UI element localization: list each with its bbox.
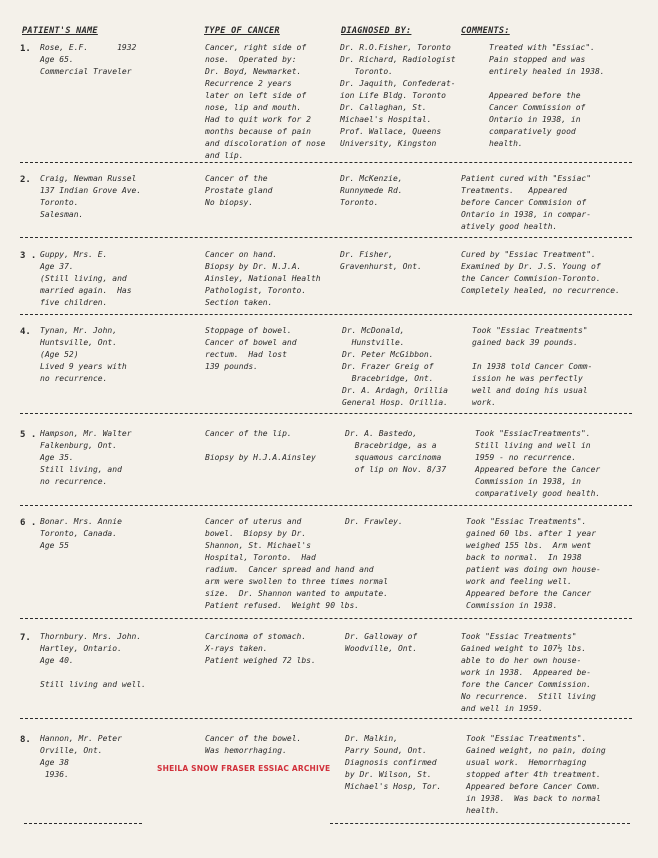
- diagnosed-by-cell: Dr. McDonald, Hunstville. Dr. Peter McGibbon. Dr. Frazer Greig of Bracebridge, Ont. Dr. A. Ardagh, Orillia General Hosp. Orillia.: [342, 326, 448, 407]
- diagnosed-by-cell: Dr. R.O.Fisher, Toronto Dr. Richard, Radiologist Toronto. Dr. Jaquith, Confederat- ion Life Bldg. Toronto Dr. Callaghan, St. Michael's Hospital. Prof. Wallace, Queens University, Kingston: [340, 43, 456, 148]
- comments-cell: Patient cured with "Essiac" Treatments. Appeared before Cancer Commision of Ontario in 1938, in compar- atively good health.: [461, 174, 592, 231]
- comments-cell: Took "Essiac Treatments". Gained weight, no pain, doing usual work. Hemorrhaging stopped after 4th treatment. Appeared before Cancer Comm. in 1938. Was back to normal health.: [466, 734, 606, 815]
- row-number: 5 .: [20, 430, 37, 440]
- diagnosed-by-cell: Dr. McKenzie, Runnymede Rd. Toronto.: [340, 174, 403, 207]
- patient-name-cell: Bonar. Mrs. Annie Toronto, Canada. Age 55: [40, 517, 122, 550]
- comments-cell: Cured by "Essiac Treatment". Examined by Dr. J.S. Young of the Cancer Commision-Toronto. Completely healed, no recurrence.: [461, 250, 620, 295]
- row-number: 4.: [20, 327, 31, 337]
- row-separator: [20, 413, 632, 414]
- patient-name-cell: Tynan, Mr. John, Huntsville, Ont. (Age 52) Lived 9 years with no recurrence.: [40, 326, 127, 383]
- patient-name-cell: Rose, E.F. 1932 Age 65. Commercial Traveler: [40, 43, 137, 76]
- comments-cell: Took "Essiac Treatments". gained 60 lbs. after 1 year weighed 155 lbs. Arm went back to normal. In 1938 patient was doing own house- work and feeling well. Appeared before the Cancer Commission in 1938.: [466, 517, 601, 610]
- cancer-type-cell: Cancer on hand. Biopsy by Dr. N.J.A. Ainsley, National Health Pathologist, Toronto. Section taken.: [205, 250, 321, 307]
- diagnosed-by-cell: Dr. Galloway of Woodville, Ont.: [345, 632, 418, 653]
- row-separator: [20, 618, 632, 619]
- row-number: 6 .: [20, 518, 37, 528]
- row-separator: [24, 823, 142, 824]
- comments-cell: Took "Essiac Treatments" Gained weight to 107½ lbs. able to do her own house- work in 1938. Appeared be- fore the Cancer Commission. No recurrence. Still living and well in 1959.: [461, 632, 596, 713]
- row-separator: [20, 314, 632, 315]
- row-number: 7.: [20, 633, 31, 643]
- row-number: 2.: [20, 175, 31, 185]
- patient-name-cell: Hannon, Mr. Peter Orville, Ont. Age 38 1936.: [40, 734, 122, 779]
- header-type-of-cancer: TYPE OF CANCER: [204, 26, 280, 36]
- row-number: 8.: [20, 735, 31, 745]
- header-comments: COMMENTS:: [461, 26, 510, 36]
- cancer-type-cell: Carcinoma of stomach. X-rays taken. Patient weighed 72 lbs.: [205, 632, 316, 665]
- row-separator: [20, 718, 632, 719]
- patient-name-cell: Thornbury. Mrs. John. Hartley, Ontario. Age 40. Still living and well.: [40, 632, 146, 689]
- diagnosed-by-cell: Dr. A. Bastedo, Bracebridge, as a squamous carcinoma of lip on Nov. 8/37: [345, 429, 447, 474]
- diagnosed-by-cell: Dr. Fisher, Gravenhurst, Ont.: [340, 250, 422, 271]
- cancer-type-cell: Cancer of the Prostate gland No biopsy.: [205, 174, 273, 207]
- row-number: 1.: [20, 44, 31, 54]
- cancer-type-cell: Cancer of uterus and bowel. Biopsy by Dr. Shannon, St. Michael's Hospital, Toronto. Had radium. Cancer spread and hand and arm were swollen to three times normal size. Dr. Shannon wanted to amputate. Patient refused. Weight 90 lbs.: [205, 517, 389, 610]
- patient-name-cell: Hampson, Mr. Walter Falkenburg, Ont. Age 35. Still living, and no recurrence.: [40, 429, 132, 486]
- patient-name-cell: Guppy, Mrs. E. Age 37. (Still living, and married again. Has five children.: [40, 250, 132, 307]
- row-separator: [330, 823, 630, 824]
- comments-cell: Treated with "Essiac". Pain stopped and was entirely healed in 1938. Appeared before the Cancer Commission of Ontario in 1938, in comparatively good health.: [489, 43, 605, 148]
- patient-name-cell: Craig, Newman Russel 137 Indian Grove Ave. Toronto. Salesman.: [40, 174, 142, 219]
- header-patient-name: PATIENT'S NAME: [22, 26, 98, 36]
- row-number: 3 .: [20, 251, 37, 261]
- archive-stamp: SHEILA SNOW FRASER ESSIAC ARCHIVE: [157, 764, 331, 773]
- row-separator: [20, 162, 632, 163]
- cancer-type-cell: Cancer, right side of nose. Operated by: Dr. Boyd, Newmarket. Recurrence 2 years later on left side of nose, lip and mouth. Had to quit work for 2 months because of pain and discoloration of nose and lip.: [205, 43, 326, 160]
- diagnosed-by-cell: Dr. Malkin, Parry Sound, Ont. Diagnosis confirmed by Dr. Wilson, St. Michael's Hosp, Tor.: [345, 734, 442, 791]
- cancer-type-cell: Cancer of the bowel. Was hemorrhaging.: [205, 734, 302, 755]
- header-diagnosed-by: DIAGNOSED BY:: [341, 26, 412, 36]
- cancer-type-cell: Cancer of the lip. Biopsy by H.J.A.Ainsley: [205, 429, 316, 462]
- row-separator: [20, 237, 632, 238]
- row-separator: [20, 505, 632, 506]
- comments-cell: Took "EssiacTreatments". Still living and well in 1959 - no recurrence. Appeared before the Cancer Commission in 1938, in comparatively good health.: [475, 429, 601, 498]
- cancer-type-cell: Stoppage of bowel. Cancer of bowel and rectum. Had lost 139 pounds.: [205, 326, 297, 371]
- comments-cell: Took "Essiac Treatments" gained back 39 pounds. In 1938 told Cancer Comm- ission he was perfectly well and doing his usual work.: [472, 326, 593, 407]
- diagnosed-by-cell: Dr. Frawley.: [345, 517, 403, 526]
